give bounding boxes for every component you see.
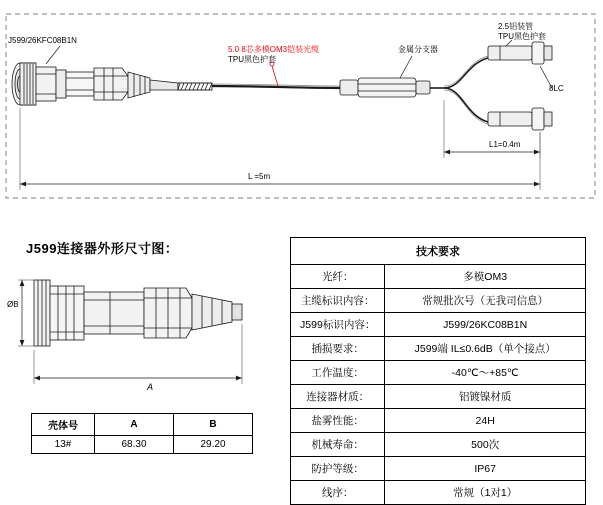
table-cell: 29.20 xyxy=(174,436,253,454)
table-cell: 13# xyxy=(32,436,95,454)
cable-spec-label: 5.0 8芯多模OM3铠装光缆 xyxy=(228,45,320,54)
armor-tube-label: 2.5铝装管 xyxy=(498,22,534,31)
technical-requirements-table xyxy=(290,237,586,505)
table-header-cell: B xyxy=(174,414,253,436)
branch-length-dimension: L1=0.4m xyxy=(489,140,521,149)
spec-title-row xyxy=(291,238,586,265)
spec-key: 机械寿命： xyxy=(291,433,385,457)
spec-value: J599/26KC08B1N xyxy=(385,313,586,337)
table-row xyxy=(291,337,586,361)
spec-value: 多模OM3 xyxy=(385,265,586,289)
table-header-row xyxy=(32,414,253,436)
spec-key: 插损要求： xyxy=(291,337,385,361)
spec-key: 线序： xyxy=(291,481,385,505)
assembly-drawing xyxy=(0,0,603,212)
table-row xyxy=(291,313,586,337)
spec-key: 主缆标识内容： xyxy=(291,289,385,313)
spec-value: 铝镀镍材质 xyxy=(385,385,586,409)
table-header-cell: A xyxy=(95,414,174,436)
shell-size-table xyxy=(31,413,253,454)
table-header-cell: 壳体号 xyxy=(32,414,95,436)
spec-value: IP67 xyxy=(385,457,586,481)
spec-key: J599标识内容： xyxy=(291,313,385,337)
table-row xyxy=(291,289,586,313)
table-row xyxy=(291,265,586,289)
table-row xyxy=(32,436,253,454)
terminal-8lc-label: 8LC xyxy=(549,84,564,93)
spec-key: 盐雾性能： xyxy=(291,409,385,433)
length-label: A xyxy=(147,382,154,392)
spec-key: 工作温度： xyxy=(291,361,385,385)
breakout-label: 金属分支器 xyxy=(398,45,438,54)
spec-key: 防护等级： xyxy=(291,457,385,481)
spec-value: J599端 IL≤0.6dB（单个接点） xyxy=(385,337,586,361)
spec-value: 常规批次号（无我司信息） xyxy=(385,289,586,313)
spec-value: -40℃～+85℃ xyxy=(385,361,586,385)
connector-dimension-drawing xyxy=(0,258,290,398)
table-row xyxy=(291,361,586,385)
table-row xyxy=(291,433,586,457)
table-row xyxy=(291,481,586,505)
total-length-dimension: L =5m xyxy=(248,172,271,181)
armor-jacket-label: TPU黑色护套 xyxy=(498,32,546,41)
diameter-label: ØB xyxy=(7,300,19,309)
dimension-section-title: J599连接器外形尺寸图： xyxy=(26,241,179,256)
spec-value: 常规（1对1） xyxy=(385,481,586,505)
spec-key: 连接器材质： xyxy=(291,385,385,409)
table-row xyxy=(291,385,586,409)
table-row xyxy=(291,457,586,481)
connector-part-label: J599/26KFC08B1N xyxy=(8,36,77,45)
table-cell: 68.30 xyxy=(95,436,174,454)
table-row xyxy=(291,409,586,433)
spec-value: 500次 xyxy=(385,433,586,457)
spec-value: 24H xyxy=(385,409,586,433)
spec-key: 光纤： xyxy=(291,265,385,289)
connector-dimension-svg xyxy=(0,258,290,398)
cable-jacket-label: TPU黑色护套 xyxy=(228,55,276,64)
spec-table-title: 技术要求 xyxy=(291,238,586,265)
